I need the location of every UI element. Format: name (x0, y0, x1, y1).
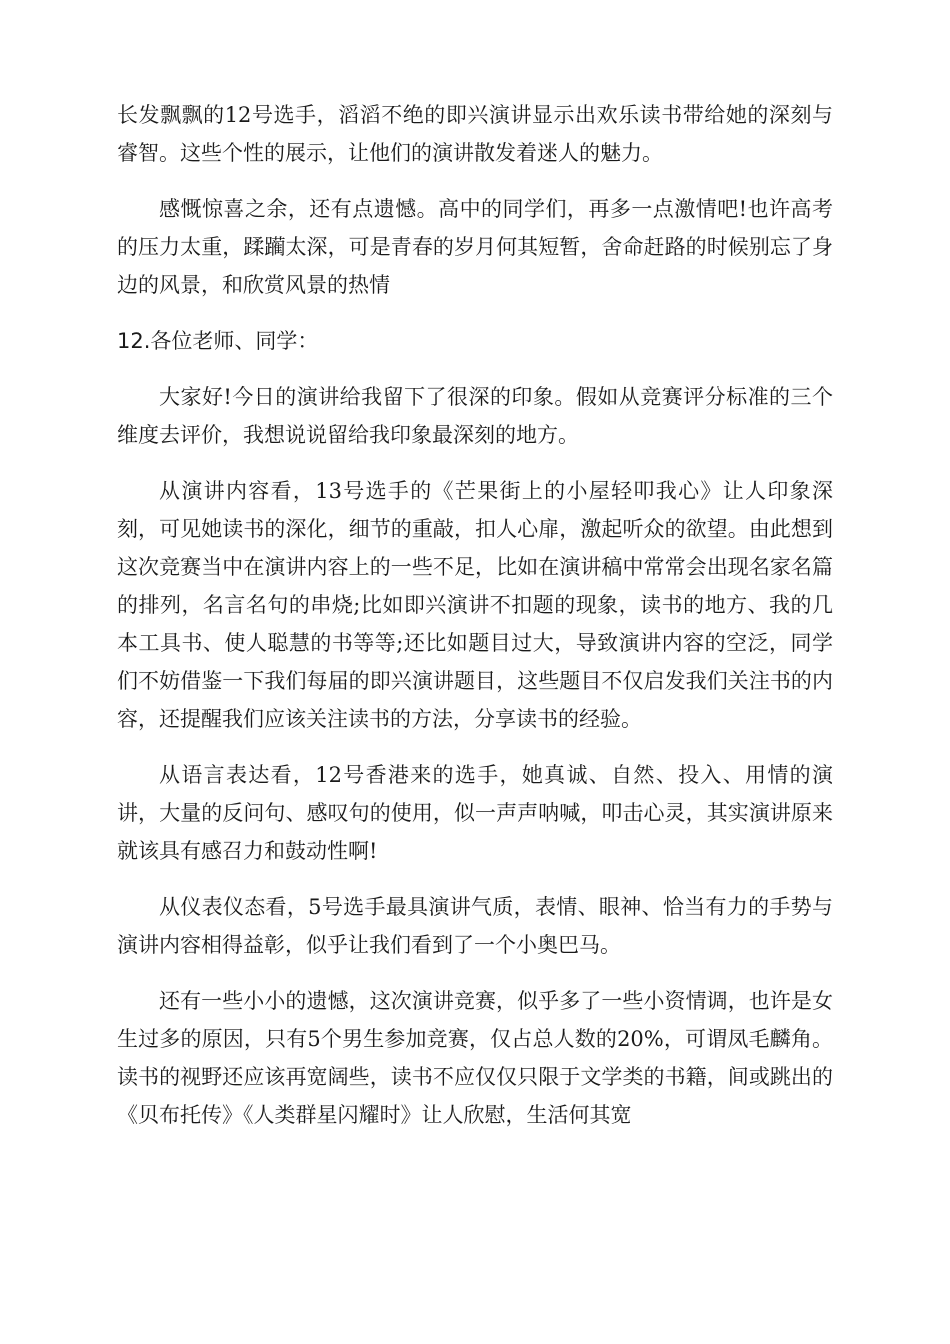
paragraph-content: 从演讲内容看，13号选手的《芒果街上的小屋轻叩我心》让人印象深刻，可见她读书的深化，细节的重敲，扣人心扉，激起听众的欲望。由此想到这次竞赛当中在演讲内容上的一些不足，比如在演讲稿中常常会出现名家名篇的排列，名言名句的串烧;比如即兴演讲不扣题的现象，读书的地方、我的几本工具书、使人聪慧的书等等;还比如题目过大，导致演讲内容的空泛，同学们不妨借鉴一下我们每届的即兴演讲题目，这些题目不仅启发我们关注书的内容，还提醒我们应该关注读书的方法，分享读书的经验。 (117, 479, 833, 731)
paragraph-appearance: 从仪表仪态看，5号选手最具演讲气质，表情、眼神、恰当有力的手势与演讲内容相得益彰，似乎让我们看到了一个小奥巴马。 (117, 895, 833, 957)
paragraph-language: 从语言表达看，12号香港来的选手，她真诚、自然、投入、用情的演讲，大量的反问句、感叹句的使用，似一声声呐喊，叩击心灵，其实演讲原来就该具有感召力和鼓动性啊! (117, 763, 833, 863)
document-body (117, 96, 833, 1152)
paragraph-2: 感慨惊喜之余，还有点遗憾。高中的同学们，再多一点激情吧!也许高考的压力太重，蹂躏太深，可是青春的岁月何其短暂，舍命赶路的时候别忘了身边的风景，和欣赏风景的热情 (117, 197, 833, 297)
paragraph-regrets: 还有一些小小的遗憾，这次演讲竞赛，似乎多了一些小资情调，也许是女生过多的原因，只有5个男生参加竞赛，仅占总人数的20%，可谓凤毛麟角。读书的视野还应该再宽阔些，读书不应仅仅只限于文学类的书籍，间或跳出的《贝布托传》《人类群星闪耀时》让人欣慰，生活何其宽 (117, 989, 833, 1127)
paragraph-greeting: 大家好!今日的演讲给我留下了很深的印象。假如从竞赛评分标准的三个维度去评价，我想说说留给我印象最深刻的地方。 (117, 385, 833, 447)
section-heading-12: 12.各位老师、同学： (117, 329, 319, 353)
paragraph-1: 长发飘飘的12号选手，滔滔不绝的即兴演讲显示出欢乐读书带给她的深刻与睿智。这些个性的展示，让他们的演讲散发着迷人的魅力。 (117, 103, 833, 165)
